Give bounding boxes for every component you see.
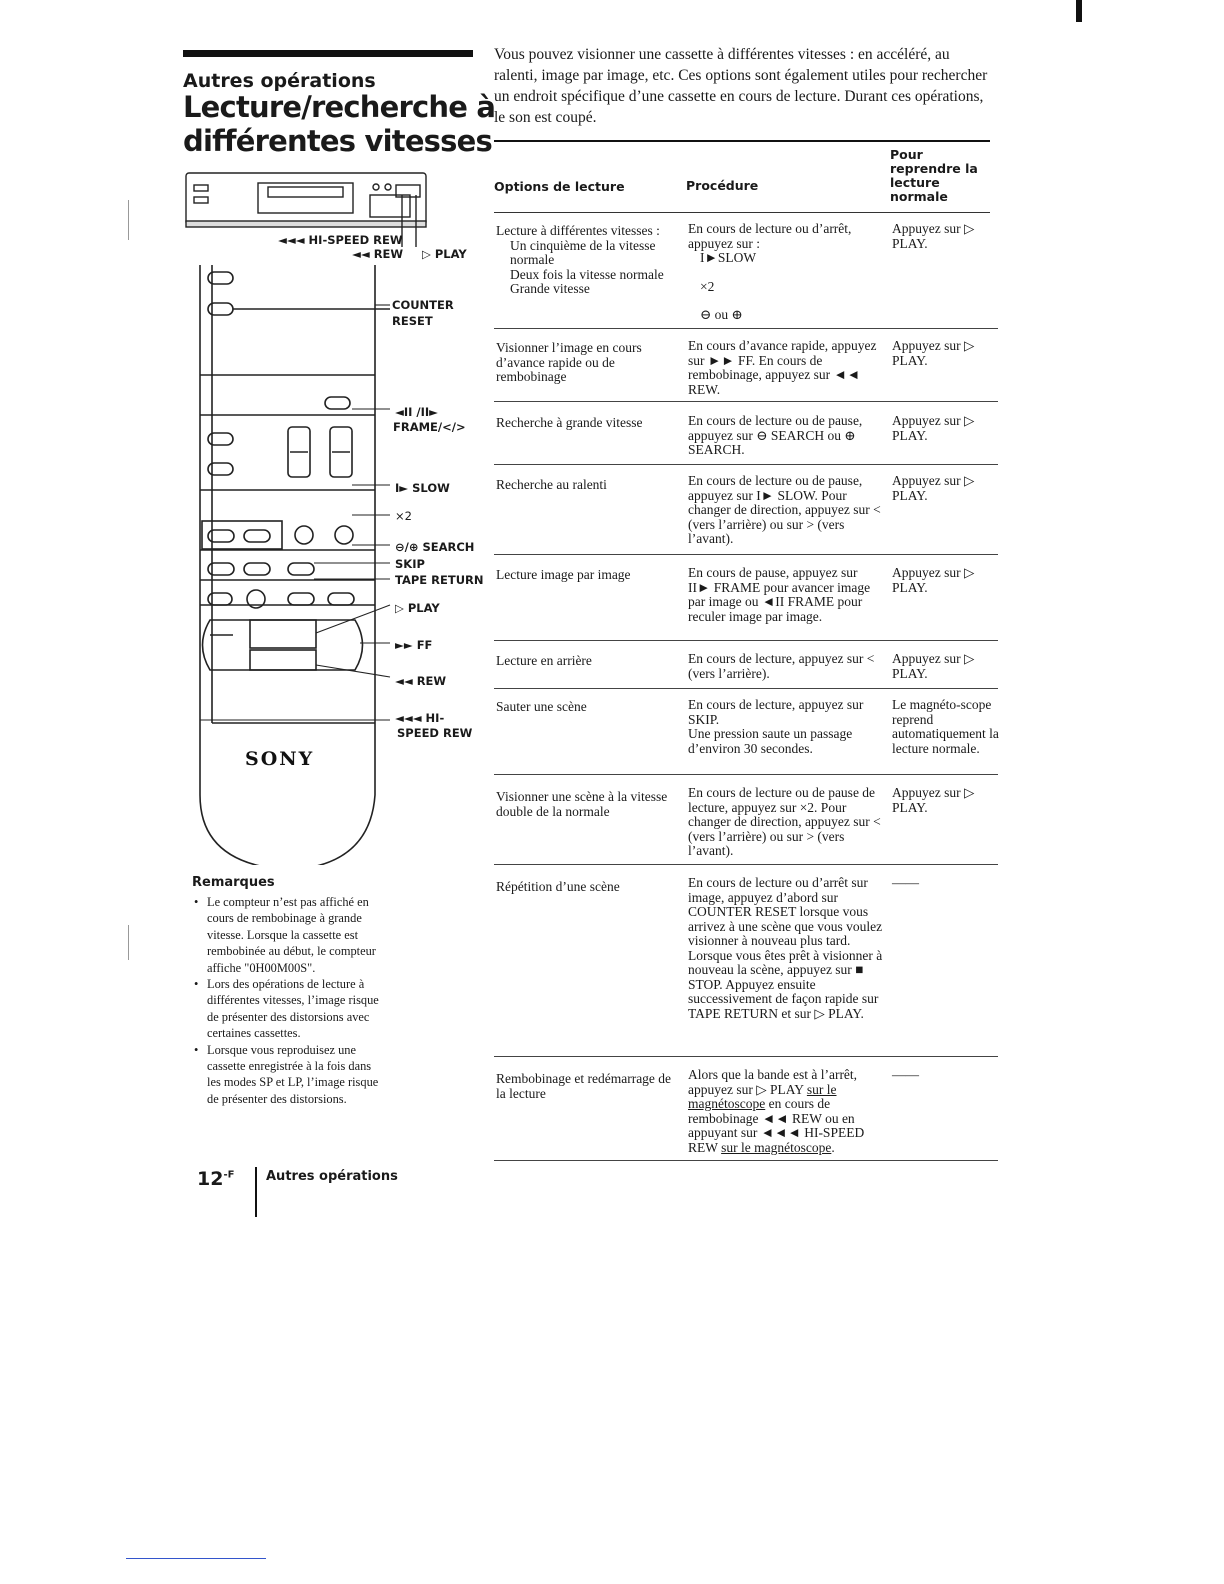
row-resume: Appuyez sur ▷ PLAY. xyxy=(892,338,975,368)
scan-mark xyxy=(128,200,129,240)
header-procedure: Procédure xyxy=(686,178,759,193)
label-reset: RESET xyxy=(392,314,433,328)
row-resume: Appuyez sur ▷ PLAY. xyxy=(892,473,975,503)
header-options: Options de lecture xyxy=(494,179,625,194)
row-procedure: En cours de lecture ou de pause de lecture, appuyez sur ×2. Pour changer de direction, appuyez sur < (vers l’arrière) ou sur > (vers l’avant). xyxy=(688,785,881,858)
note-item: • Lorsque vous reproduisez une cassette enregistrée à la fois dans les modes SP et LP, l’image risque de présenter des distorsions. xyxy=(192,1042,382,1108)
label-skip: SKIP xyxy=(395,557,425,571)
procedure-sub: ×2 xyxy=(700,278,715,294)
label-tape-return: TAPE RETURN xyxy=(395,573,484,587)
label-hi-speed-rew-top: ◄◄◄ HI-SPEED REW xyxy=(278,233,403,247)
procedure-text: . xyxy=(831,1139,835,1155)
procedure-text: en cours de rembobinage ◄◄ REW ou en appuyant sur ◄◄◄ HI-SPEED REW xyxy=(688,1096,865,1155)
scan-mark xyxy=(128,925,129,960)
row-option: Répétition d’une scène xyxy=(496,879,620,894)
row-procedure: En cours de lecture ou de pause, appuyez sur I► SLOW. Pour changer de direction, appuyez sur < (vers l’arrière) ou sur > (vers l’avant). xyxy=(688,473,881,546)
row-resume: Appuyez sur ▷ PLAY. xyxy=(892,413,975,443)
table-row xyxy=(494,870,998,1057)
remote-body-icon xyxy=(200,265,390,865)
label-rew-top: ◄◄ REW xyxy=(352,247,404,261)
row-procedure xyxy=(688,222,883,323)
option-sub: Deux fois la vitesse normale xyxy=(510,266,664,282)
note-item: • Le compteur n’est pas affiché en cours de rembobinage à grande vitesse. Lorsque la cassette est rembobinée au début, le compteur affiche "0H00M00S". xyxy=(192,894,382,976)
bottom-rule xyxy=(126,1558,266,1559)
label-slow: I► SLOW xyxy=(395,481,450,495)
row-option: Recherche au ralenti xyxy=(496,477,607,492)
intro-paragraph: Vous pouvez visionner une cassette à différentes vitesses : en accéléré, au ralenti, image par image, etc. Ces options sont également utiles pour rechercher un endroit spécifique d’une cassette en cours de lecture. Durant ces opérations, le son est coupé. xyxy=(494,46,988,126)
label-x2: ×2 xyxy=(395,509,412,523)
table-row xyxy=(494,408,998,465)
page-number-value: 12 xyxy=(197,1168,224,1190)
row-option: Lecture image par image xyxy=(496,567,631,582)
row-option: Recherche à grande vitesse xyxy=(496,415,643,430)
procedure-sub: I►SLOW xyxy=(700,250,757,265)
label-hi-speed-2: SPEED REW xyxy=(397,726,473,740)
row-resume: —— xyxy=(892,875,919,890)
options-table xyxy=(494,140,1000,1155)
header-rule xyxy=(183,50,473,57)
table-row xyxy=(494,780,998,865)
table-row xyxy=(494,694,998,775)
row-procedure: En cours d’avance rapide, appuyez sur ►► FF. En cours de rembobinage, appuyez sur ◄◄ REW. xyxy=(688,338,877,397)
label-ff: ►► FF xyxy=(395,638,433,652)
table-row xyxy=(494,335,998,402)
row-resume: —— xyxy=(892,1067,919,1082)
label-frame: FRAME/</> xyxy=(393,420,466,434)
note-item: • Lors des opérations de lecture à différentes vitesses, l’image risque de présenter des distorsions avec certaines cassettes. xyxy=(192,976,382,1042)
sony-logo: SONY xyxy=(245,748,315,770)
row-option: Visionner l’image en cours d’avance rapide ou de rembobinage xyxy=(496,340,642,384)
table-row xyxy=(494,646,998,689)
page-title-line2: différentes vitesses xyxy=(183,124,492,158)
footer-divider xyxy=(255,1167,257,1217)
table-row xyxy=(494,470,998,555)
option-text: Lecture à différentes vitesses : xyxy=(496,223,660,238)
procedure-text: En cours de lecture ou d’arrêt, appuyez sur : xyxy=(688,221,852,251)
page-number xyxy=(197,1168,234,1190)
header-resume: Pour reprendre la lecture normale xyxy=(890,147,978,204)
page-title xyxy=(183,90,495,158)
remote-illustration xyxy=(180,165,500,865)
leader-lines-icon xyxy=(200,305,390,720)
row-option: Lecture en arrière xyxy=(496,653,592,668)
label-search: ⊖/⊕ SEARCH xyxy=(395,540,475,554)
row-procedure xyxy=(688,1068,883,1155)
row-resume: Appuyez sur ▷ PLAY. xyxy=(892,785,975,815)
table-row xyxy=(494,560,998,641)
row-option: Visionner une scène à la vitesse double de la normale xyxy=(496,789,668,819)
notes-section xyxy=(192,875,382,1107)
row-option: Sauter une scène xyxy=(496,699,587,714)
procedure-text: Alors que la bande est à l’arrêt, appuyez sur ▷ PLAY xyxy=(688,1067,858,1097)
row-option xyxy=(496,224,676,297)
row-procedure: En cours de lecture ou d’arrêt sur image, appuyez d’abord sur COUNTER RESET lorsque vous arrivez à une scène que vous voulez visionner à nouveau plus tard. Lorsque vous êtes prêt à visionner à nouveau la scène, appuyez sur ■ STOP. Appuyez ensuite successivement de façon rapide sur TAPE RETURN et sur ▷ PLAY. xyxy=(688,875,883,1021)
procedure-text: En cours de lecture, appuyez sur SKIP. xyxy=(688,697,864,727)
vcr-remote-diagram xyxy=(180,165,500,865)
page-number-suffix: -F xyxy=(223,1169,235,1181)
label-play: ▷ PLAY xyxy=(395,601,440,615)
table-row xyxy=(494,1062,998,1161)
section-title: Autres opérations xyxy=(183,70,376,92)
procedure-underline: sur le magnétoscope xyxy=(688,1081,837,1111)
row-resume: Le magnéto-scope reprend automatiquement la lecture normale. xyxy=(892,697,999,756)
label-rew: ◄◄ REW xyxy=(395,674,447,688)
row-procedure: En cours de pause, appuyez sur II► FRAME pour avancer image par image ou ◄II FRAME pour reculer image par image. xyxy=(688,565,871,624)
table-header xyxy=(494,142,990,213)
label-counter: COUNTER xyxy=(392,298,454,312)
corner-mark xyxy=(1076,0,1082,22)
page-title-line1: Lecture/recherche à xyxy=(183,90,496,124)
row-procedure: En cours de lecture, appuyez sur < (vers l’arrière). xyxy=(688,651,875,681)
notes-title: Remarques xyxy=(192,875,275,890)
row-resume: Appuyez sur ▷ PLAY. xyxy=(892,651,975,681)
label-hi-speed-1: ◄◄◄ HI- xyxy=(395,711,445,725)
row-option: Rembobinage et redémarrage de la lecture xyxy=(496,1071,672,1101)
option-sub: Grande vitesse xyxy=(510,281,590,296)
procedure-text: Une pression saute un passage d’environ 30 secondes. xyxy=(688,726,853,756)
procedure-sub: ⊖ ou ⊕ xyxy=(700,307,743,322)
row-resume: Appuyez sur ▷ PLAY. xyxy=(892,565,975,595)
row-resume: Appuyez sur ▷ PLAY. xyxy=(892,221,975,251)
option-sub: Un cinquième de la vitesse normale xyxy=(510,237,656,267)
label-frame-icons: ◄II /II► xyxy=(395,405,439,419)
procedure-underline: sur le magnétoscope xyxy=(721,1139,832,1155)
label-play-top: ▷ PLAY xyxy=(422,247,467,261)
row-procedure xyxy=(688,698,883,756)
footer-section: Autres opérations xyxy=(266,1169,398,1184)
row-procedure: En cours de lecture ou de pause, appuyez sur ⊖ SEARCH ou ⊕ SEARCH. xyxy=(688,413,863,457)
table-row xyxy=(494,221,998,329)
